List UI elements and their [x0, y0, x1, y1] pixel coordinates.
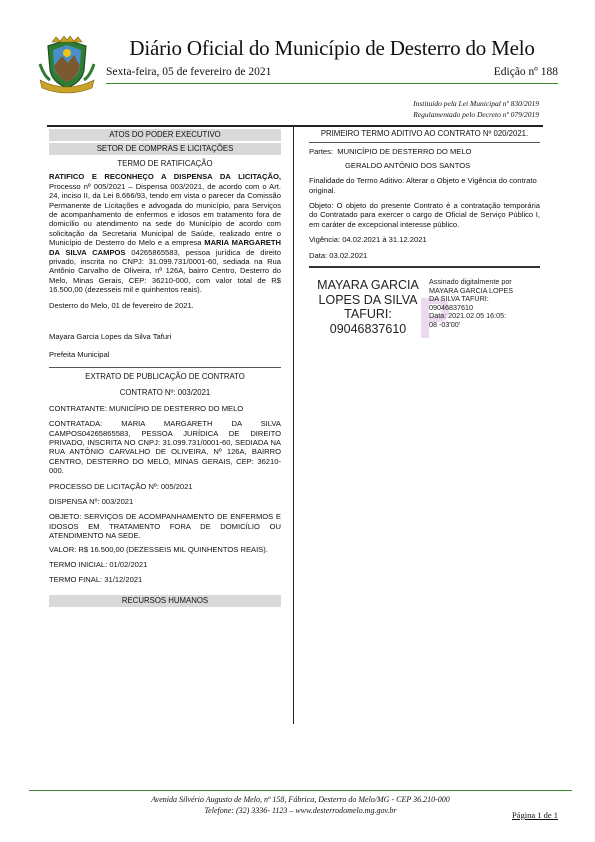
- right-column: [309, 129, 540, 342]
- page-number: Página 1 de 1: [511, 810, 558, 820]
- publication-date: Sexta-feira, 05 de fevereiro de 2021: [106, 66, 272, 78]
- section-divider: [49, 367, 281, 368]
- ratification-body-2: 04265865583, pessoa jurídica de direito privado, inscrita no CNPJ: 31.099.731/0001-60, sediada na Rua Antônio Carvalho de Oliveira, nº 126A, bairro Centro, Desterro do Melo, Minas Gerais, CEP: 36210-000, com valor total de R$ 16.500,00 (dezesseis mil e quinhentos reais).: [49, 247, 281, 295]
- footer-divider: [29, 790, 572, 791]
- signature-detail-line: Assinado digitalmente por: [429, 277, 512, 287]
- section-band-hr: RECURSOS HUMANOS: [49, 595, 281, 607]
- signature-name-line: TAFURI:: [344, 307, 392, 322]
- signature-name: [309, 278, 427, 336]
- institution-note: [413, 98, 539, 120]
- column-divider: [293, 126, 294, 724]
- ratification-lead: RATIFICO E RECONHEÇO A DISPENSA DA LICITAÇÃO,: [49, 172, 281, 182]
- amendment-object: Objeto: O objeto do presente Contrato é a contratação temporária do Contratado para exercer o cargo de Oficial de Serviço Público I, em caráter de excepcional interesse público.: [309, 201, 540, 229]
- parties-line: [309, 147, 540, 156]
- municipal-crest-icon: [38, 36, 96, 94]
- edition-number: Edição nº 188: [493, 66, 558, 78]
- party-municipality: MUNICÍPIO DE DESTERRO DO MELO: [337, 147, 472, 157]
- process-number: PROCESSO DE LICITAÇÃO Nº: 005/2021: [49, 481, 193, 491]
- contract-value: VALOR: R$ 16.500,00 (DEZESSEIS MIL QUINHENTOS REAIS).: [49, 544, 268, 554]
- term-end: TERMO FINAL: 31/12/2021: [49, 575, 143, 585]
- footer-address-line: Avenida Silvério Augusto de Melo, nº 158, Fábrica, Desterro do Melo/MG - CEP 36.210-000: [151, 795, 450, 804]
- content-top-rule: [47, 125, 543, 127]
- signature-detail-date: Data: 2021.02.05 16:05:: [429, 311, 507, 321]
- contract-number: CONTRATO Nº: 003/2021: [119, 388, 211, 398]
- header-divider: [106, 83, 558, 84]
- signature-name-line: MAYARA GARCIA: [317, 278, 419, 293]
- left-column: [49, 129, 281, 607]
- signature-cpf: 09046837610: [329, 321, 407, 336]
- parties-label: Partes:: [309, 147, 334, 157]
- contratante: CONTRATANTE: MUNICÍPIO DE DESTERRO DO MELO: [49, 403, 244, 413]
- signature-name-line: LOPES DA SILVA: [318, 292, 418, 307]
- institution-law: Instituído pela Lei Municipal nº 830/2019: [413, 99, 539, 108]
- section-band-executive: ATOS DO PODER EXECUTIVO: [49, 129, 281, 141]
- amendment-title: PRIMEIRO TERMO ADITIVO AO CONTRATO Nº 020/2021.: [320, 129, 529, 138]
- dispensa-number: DISPENSA Nº: 003/2021: [49, 496, 134, 506]
- signature-detail-line: 09046837610: [429, 302, 473, 312]
- ratification-body-1: Processo nº 005/2021 – Dispensa 003/2021, de acordo com o Art. 24, inciso II, da Lei 8.666/93, tendo em vista o parecer da Comissão Permanente de Licitações e advogada do município, para Serviços de acompanhamento de enfermos e idosos em tratamento fora de domicílio ou atendimento na sede do Município de acordo com solicitação da Secretaria Municipal de Saúde, realizado entre o Município de Desterro do Melo e a empresa: [49, 181, 281, 248]
- signature-detail-line: MAYARA GARCIA LOPES: [429, 285, 514, 295]
- masthead: [38, 36, 558, 96]
- contratada: CONTRATADA: MARIA MARGARETH DA SILVA CAMPOS04265865583, PESSOA JURÍDICA DE DIREITO PRIVADO, INSCRITA NO CNPJ: 31.099.731/0001-60, SEDIADA NA RUA ANTÔNIO CARVALHO DE OLIVEIRA, Nº 126A, BAIRRO CENTRO, DESTERRO DO MELO, MINAS GERAIS, CEP: 36210-000.: [49, 419, 281, 476]
- signer-role: Prefeita Municipal: [49, 349, 110, 359]
- ratification-title: TERMO DE RATIFICAÇÃO: [117, 159, 213, 168]
- signer-name: Mayara Garcia Lopes da Silva Tafuri: [49, 332, 172, 342]
- footer-contact-line: Telefone: (32) 3336- 1123 – www.desterrodomelo.mg.gov.br: [204, 806, 397, 815]
- place-date: Desterro do Melo, 01 de fevereiro de 2021.: [49, 300, 194, 310]
- amendment-title-rule: [309, 142, 540, 143]
- institution-decree: Regulamentado pelo Decreto nº 079/2019: [413, 110, 539, 119]
- amendment-validity: Vigência: 04.02.2021 à 31.12.2021: [309, 235, 427, 245]
- digital-signature: [309, 278, 540, 342]
- footer-address: [29, 794, 572, 816]
- signature-details: [429, 278, 541, 330]
- amendment-purpose: Finalidade do Termo Aditivo: Alterar o Objeto e Vigência do contrato original.: [309, 176, 537, 195]
- amendment-date: Data: 03.02.2021: [309, 250, 368, 260]
- signature-detail-time: 08 -03'00': [429, 320, 461, 330]
- ratification-text: [49, 172, 281, 294]
- section-band-purchasing: SETOR DE COMPRAS E LICITAÇÕES: [49, 143, 281, 155]
- signature-detail-line: DA SILVA TAFURI:: [429, 294, 489, 304]
- signature-top-rule: [309, 266, 540, 268]
- newspaper-title: Diário Oficial do Município de Desterro do Melo: [129, 36, 535, 60]
- ratification-company: MARIA MARGARETH DA SILVA CAMPOS: [49, 238, 281, 257]
- party-contractor: GERALDO ANTÔNIO DOS SANTOS: [345, 160, 471, 170]
- term-start: TERMO INICIAL: 01/02/2021: [49, 560, 148, 569]
- contract-object: OBJETO: SERVIÇOS DE ACOMPANHAMENTO DE ENFERMOS E IDOSOS EM TRATAMENTO FORA DE DOMICÍLIO OU ATENDIMENTO NA SEDE.: [49, 512, 281, 541]
- extract-title: EXTRATO DE PUBLICAÇÃO DE CONTRATO: [85, 371, 245, 381]
